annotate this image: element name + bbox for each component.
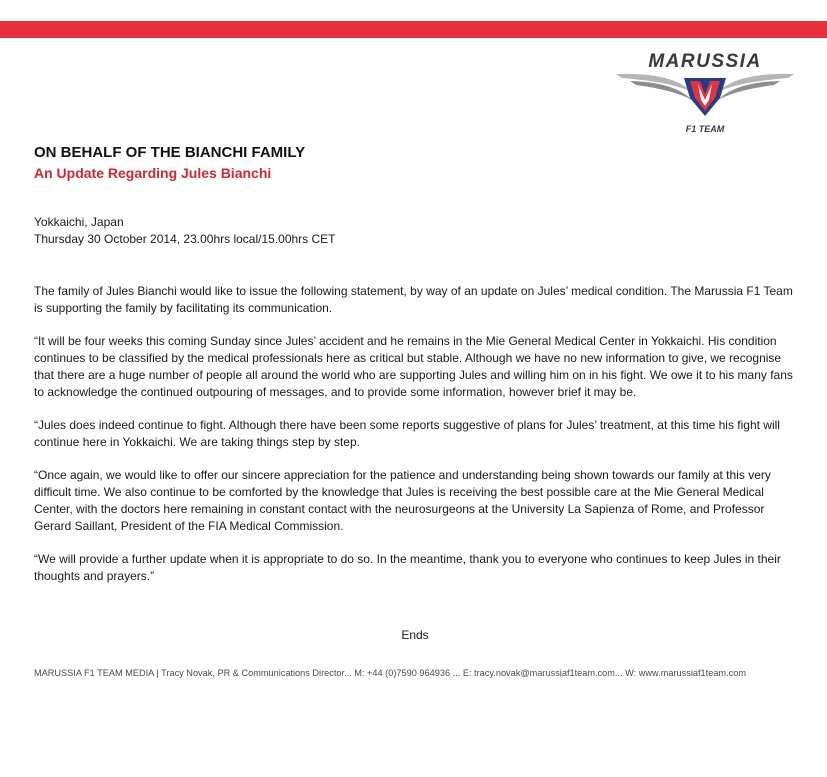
logo-subtext: F1 TEAM — [685, 124, 725, 134]
page-subtitle: An Update Regarding Jules Bianchi — [34, 165, 272, 181]
page-title: ON BEHALF OF THE BIANCHI FAMILY — [34, 144, 306, 161]
paragraph-quote-1: “It will be four weeks this coming Sunday since Jules’ accident and he remains in the Mie General Medical Center in Yokkaichi. His condition continues to be classified by the medical professionals here as critical but stable. Although we have no new information to give, we recognise that there are a huge number of people all around the world who are supporting Jules and willing him on in his fight. We owe it to his many fans to acknowledge the continued outpouring of messages, and to provide some information, however brief it may be. — [34, 334, 793, 399]
dateline — [34, 214, 336, 248]
paragraph-intro: The family of Jules Bianchi would like to issue the following statement, by way of an update on Jules’ medical condition. The Marussia F1 Team is supporting the family by facilitating its communication. — [34, 284, 793, 315]
marussia-logo — [612, 48, 798, 138]
top-red-bar — [0, 21, 827, 38]
logo-wordmark: MARUSSIA — [648, 51, 762, 72]
dateline-location: Yokkaichi, Japan — [34, 215, 124, 229]
footer-contact: MARUSSIA F1 TEAM MEDIA | Tracy Novak, PR & Communications Director... M: +44 (0)7590 964936 ... E: tracy.novak@marussiaf1team.com... W: www.marussiaf1team.com — [34, 668, 746, 678]
paragraph-quote-2: “Jules does indeed continue to fight. Although there have been some reports suggestive of plans for Jules’ treatment, at this time his fight will continue here in Yokkaichi. We are taking things step by step. — [34, 418, 780, 449]
paragraph-quote-3: “Once again, we would like to offer our sincere appreciation for the patience and understanding being shown towards our family at this very difficult time. We also continue to be comforted by the knowledge that Jules is receiving the best possible care at the Mie General Medical Center, with the doctors here remaining in constant contact with the neurosurgeons at the University La Sapienza of Rome, and Professor Gerard Saillant, President of the FIA Medical Commission. — [34, 468, 771, 533]
statement-body — [34, 283, 796, 601]
paragraph-quote-4: “We will provide a further update when it is appropriate to do so. In the meantime, thank you to everyone who continues to keep Jules in their thoughts and prayers.” — [34, 552, 781, 583]
ends-marker: Ends — [401, 628, 429, 642]
dateline-datetime: Thursday 30 October 2014, 23.00hrs local/15.00hrs CET — [34, 232, 336, 246]
marussia-logo-icon — [612, 48, 798, 138]
